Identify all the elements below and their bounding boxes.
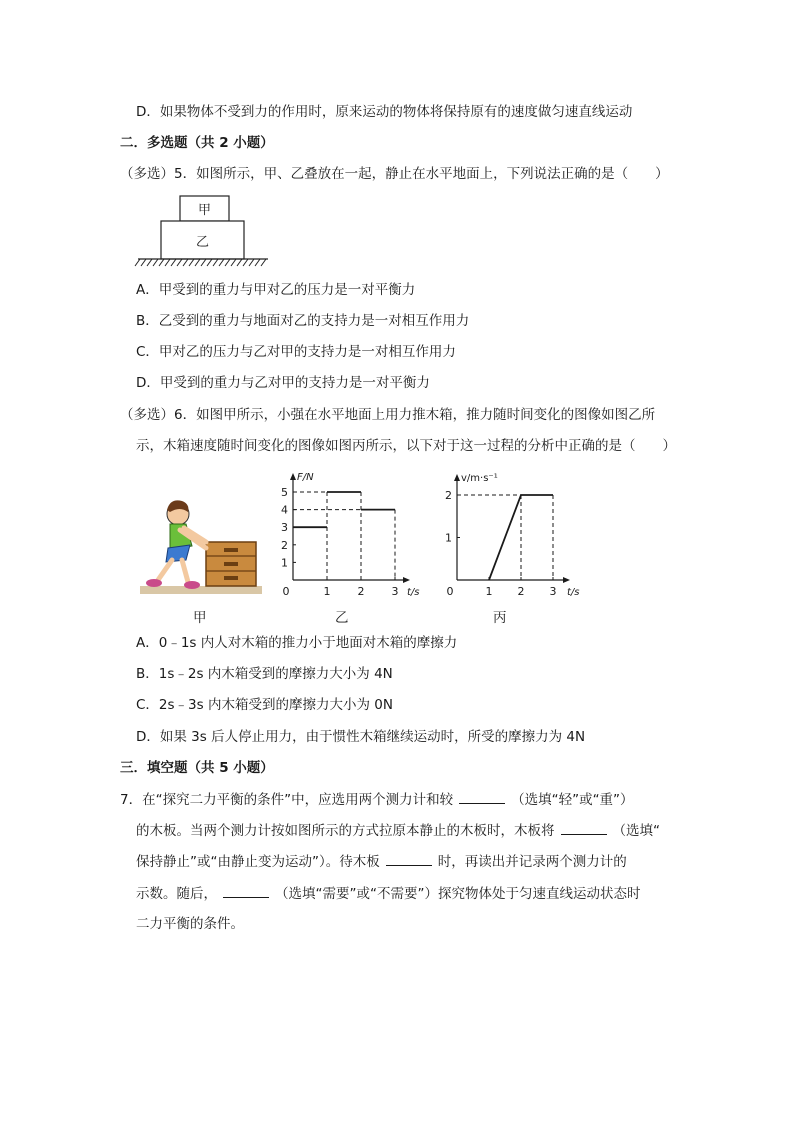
section-title-multiple-choice: 二．多选题（共 2 小题） (120, 135, 274, 151)
x-tick-label: 3 (549, 585, 557, 598)
y-tick-label: 3 (281, 521, 288, 535)
q7-line2 (136, 820, 660, 841)
x-axis-arrow (563, 577, 570, 583)
q5-option-c: C．甲对乙的压力与乙对甲的支持力是一对相互作用力 (136, 344, 456, 360)
force-time-chart (278, 466, 418, 602)
q6-stem-line1: （多选）6．如图甲所示，小强在水平地面上用力推木箱，推力随时间变化的图像如图乙所 (120, 407, 656, 423)
q5-stem: （多选）5．如图所示，甲、乙叠放在一起，静止在水平地面上，下列说法正确的是（ ） (120, 166, 669, 182)
x-tick-label: 2 (517, 585, 525, 598)
y-tick-label: 2 (445, 489, 452, 502)
y-axis-label: F/N (297, 472, 314, 483)
q7-blank-2[interactable] (561, 820, 607, 835)
figure-caption-yi: 乙 (335, 610, 349, 626)
q7-line1 (120, 789, 634, 810)
y-axis-arrow (290, 473, 296, 480)
q7-line1-text-b: （选填“轻”或“重”） (511, 792, 634, 808)
x-tick-label: 1 (323, 585, 331, 598)
q7-line1-text-a: 7．在“探究二力平衡的条件”中，应选用两个测力计和较 (120, 792, 454, 808)
q7-blank-3[interactable] (386, 851, 432, 866)
block-jia-label: 甲 (197, 203, 212, 218)
figure-caption-jia: 甲 (193, 610, 207, 626)
section-title-fill-in: 三．填空题（共 5 小题） (120, 760, 274, 776)
x-tick-label: 3 (391, 585, 399, 598)
y-tick-label: 4 (281, 503, 288, 517)
y-tick-label: 5 (281, 486, 288, 499)
q7-line3-text-b: 时，再读出并记录两个测力计的 (437, 854, 627, 870)
q7-blank-4[interactable] (223, 883, 269, 898)
q7-line2-text-b: （选填“ (612, 823, 660, 839)
boy-shoe-right (184, 581, 200, 589)
ground-hatching (135, 259, 266, 266)
x-tick-label: 2 (357, 585, 365, 598)
q6-option-b: B．1s﹣2s 内木箱受到的摩擦力大小为 4N (136, 666, 393, 682)
q6-option-c: C．2s﹣3s 内木箱受到的摩擦力大小为 0N (136, 697, 393, 713)
y-tick-label: 1 (445, 531, 452, 545)
x-axis-arrow (403, 577, 410, 583)
x-axis-label: t/s (407, 587, 420, 598)
q6-option-a: A．0﹣1s 内人对木箱的推力小于地面对木箱的摩擦力 (136, 635, 458, 651)
x-tick-label: 0 (446, 585, 454, 598)
boy-shoe-left (146, 579, 162, 587)
x-tick-label: 1 (485, 585, 493, 598)
boy-pushing-crate-illustration (140, 490, 265, 598)
y-tick-label: 1 (281, 556, 288, 570)
velocity-time-chart (436, 464, 586, 602)
y-tick-label: 2 (281, 538, 288, 552)
x-axis-label: t/s (567, 587, 580, 598)
q5-stacked-blocks-figure (136, 192, 271, 270)
y-axis-label: v/m·s⁻¹ (461, 473, 498, 484)
q6-option-d: D．如果 3s 后人停止用力，由于惯性木箱继续运动时，所受的摩擦力为 4N (136, 729, 586, 745)
q7-line5: 二力平衡的条件。 (136, 916, 244, 932)
figure-caption-bing: 丙 (493, 610, 507, 626)
floor (140, 586, 262, 594)
q7-line4-text-b: （选填“需要”或“不需要”）探究物体处于匀速直线运动状态时 (275, 886, 641, 902)
y-axis-arrow (454, 474, 460, 481)
q7-line4 (136, 883, 640, 904)
q7-blank-1[interactable] (459, 789, 505, 804)
block-yi-label: 乙 (195, 235, 210, 250)
q7-line3 (136, 851, 627, 872)
q5-option-b: B．乙受到的重力与地面对乙的支持力是一对相互作用力 (136, 313, 470, 329)
q5-option-a: A．甲受到的重力与甲对乙的压力是一对平衡力 (136, 282, 416, 298)
x-tick-label: 0 (282, 585, 290, 598)
q7-line2-text-a: 的木板。当两个测力计按如图所示的方式拉原本静止的木板时，木板将 (136, 823, 555, 839)
q6-stem-line2: 示，木箱速度随时间变化的图像如图丙所示，以下对于这一过程的分析中正确的是（ ） (136, 438, 676, 454)
q5-option-d: D．甲受到的重力与乙对甲的支持力是一对平衡力 (136, 375, 430, 391)
q4-option-d: D．如果物体不受到力的作用时，原来运动的物体将保持原有的速度做匀速直线运动 (136, 104, 633, 120)
q7-line4-text-a: 示数。随后， (136, 886, 217, 902)
q7-line3-text-a: 保持静止”或“由静止变为运动”）。待木板 (136, 854, 380, 870)
